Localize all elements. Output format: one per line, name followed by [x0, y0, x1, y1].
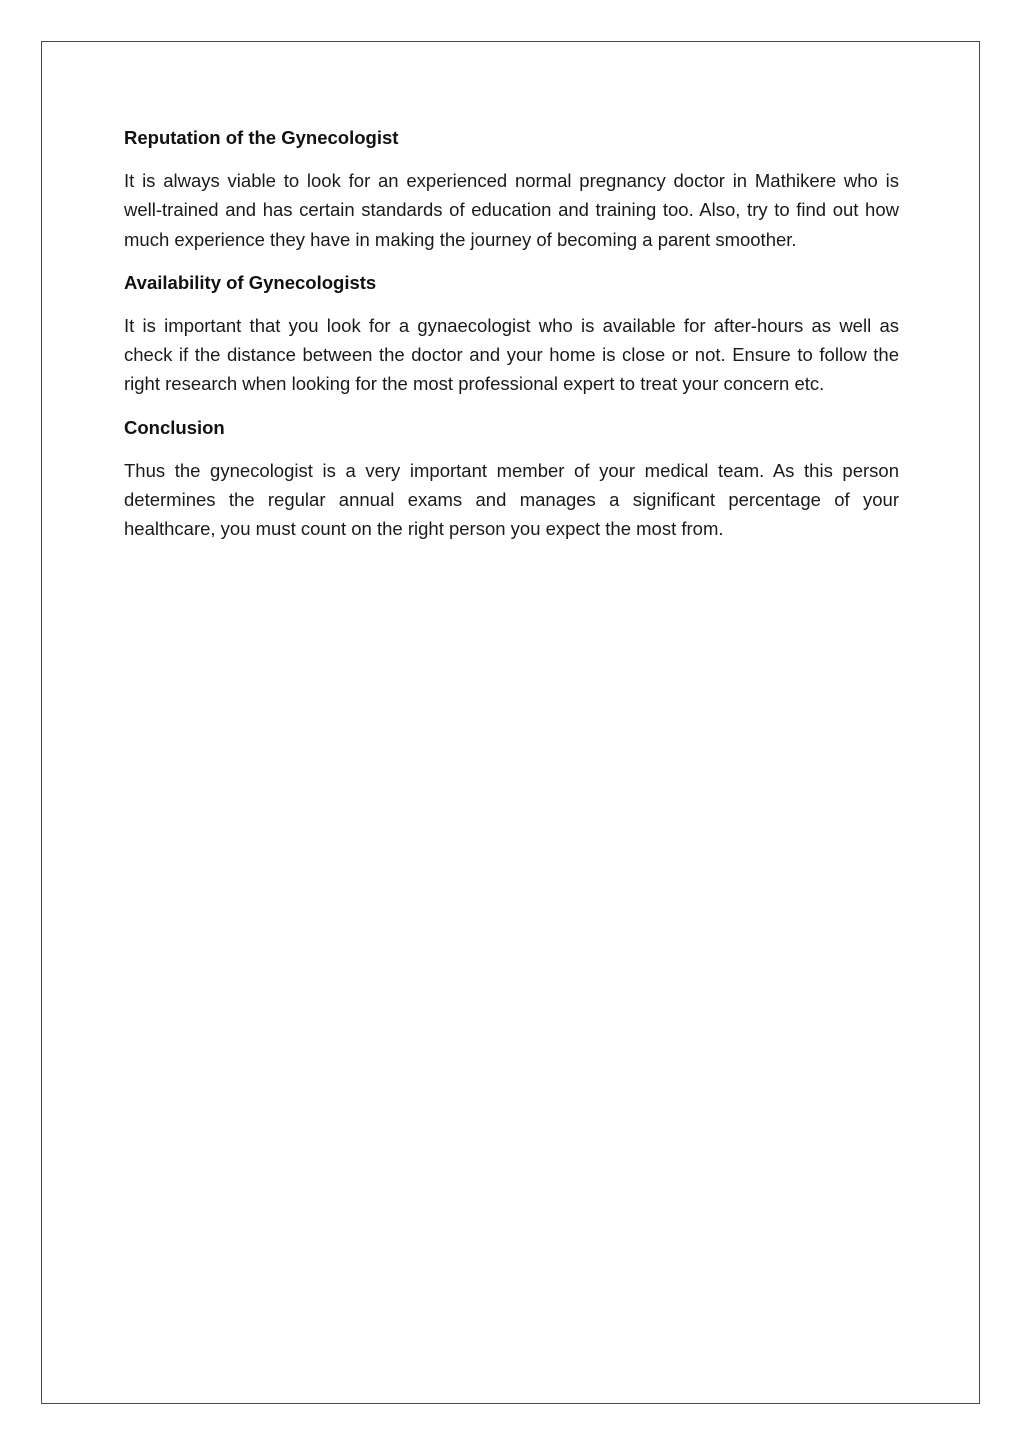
section-paragraph: It is important that you look for a gynaecologist who is available for after-hours as well as check if the distance between the doctor and your home is close or not. Ensure to follow the right research when looking for the most professional expert to treat your concern etc.	[124, 314, 899, 395]
section-heading: Reputation of the Gynecologist	[124, 127, 399, 148]
section-heading: Conclusion	[124, 416, 225, 438]
document-content	[124, 123, 899, 558]
section-heading: Availability of Gynecologists	[124, 271, 377, 293]
section-paragraph: Thus the gynecologist is a very important member of your medical team. As this person determines the regular annual exams and manages a significant percentage of your healthcare, you must count on the right person you expect the most from.	[124, 459, 899, 540]
section-paragraph: It is always viable to look for an experienced normal pregnancy doctor in Mathikere who is well-trained and has certain standards of education and training too. Also, try to find out how much experience they have in making the journey of becoming a parent smoother.	[124, 170, 899, 250]
section-conclusion	[124, 413, 899, 544]
section-availability	[124, 268, 899, 399]
section-reputation	[124, 123, 899, 254]
